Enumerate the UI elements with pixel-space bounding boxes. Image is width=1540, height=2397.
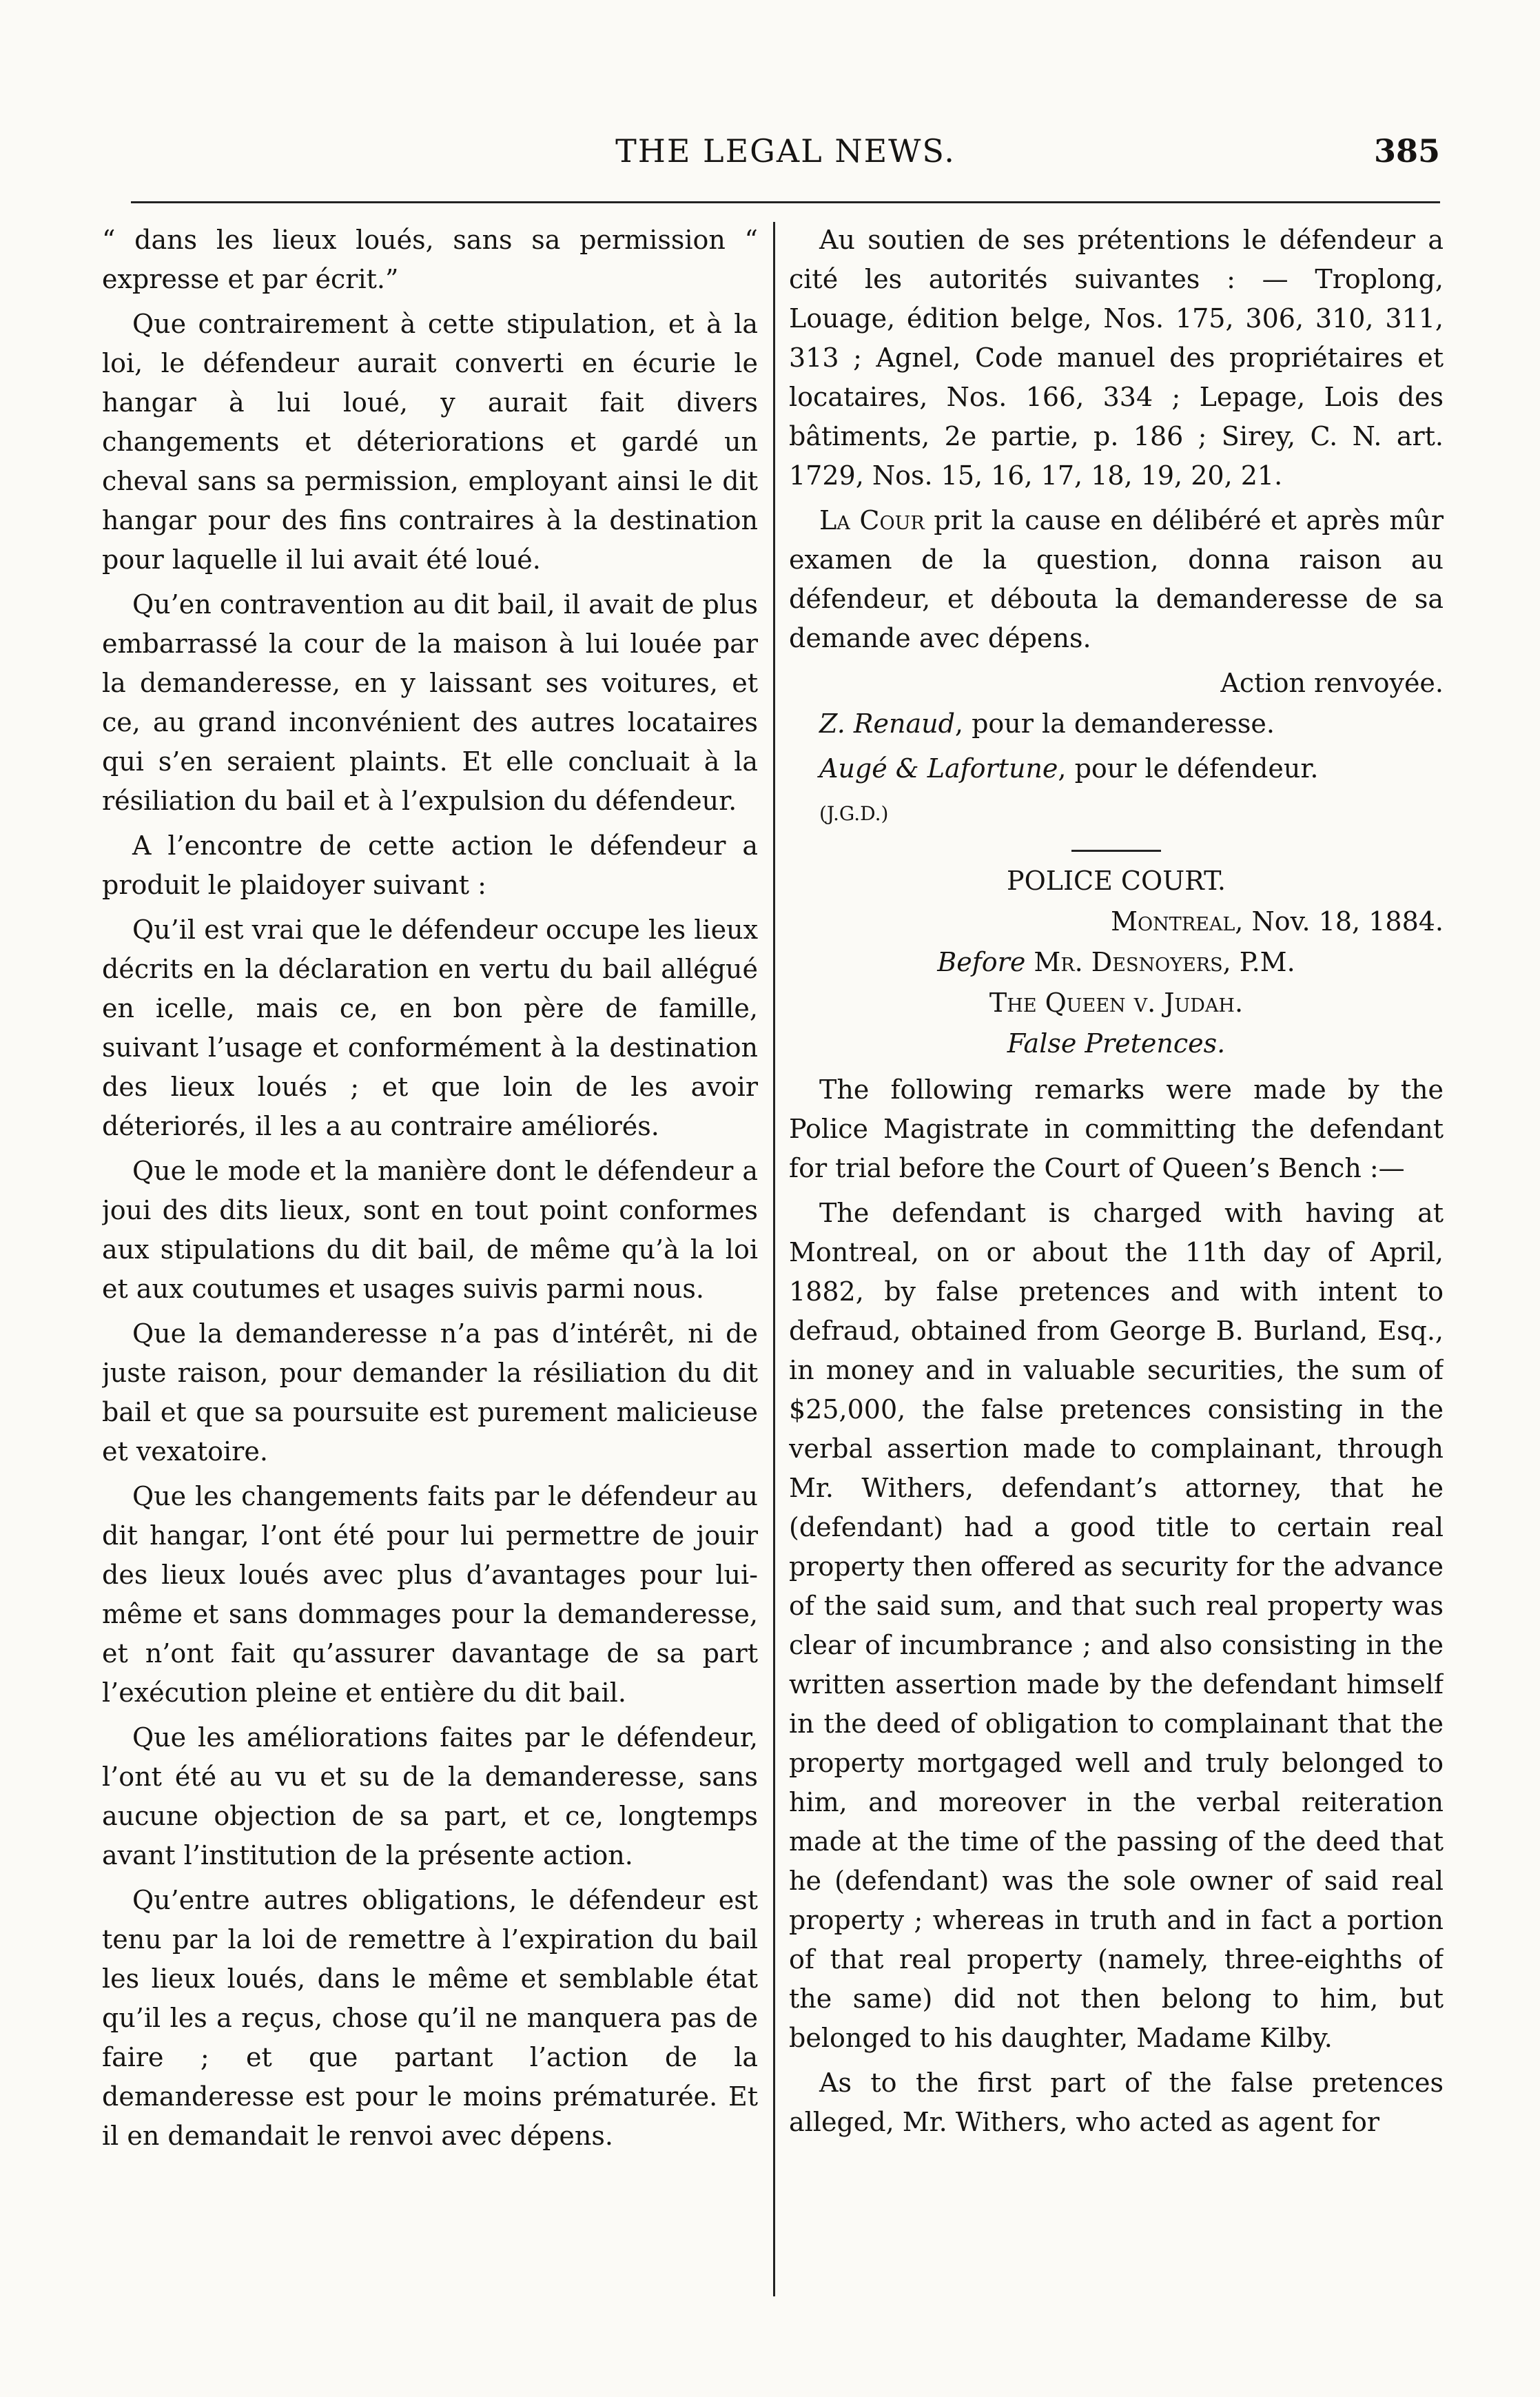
dateline	[789, 902, 1444, 941]
paragraph: Que les améliorations faites par le défendeur, l’ont été au vu et su de la demanderesse, sans aucune objection de sa part, et ce, longtemps avant l’institution de la présente action.	[102, 1722, 758, 1870]
result-line: Action renvoyée.	[1220, 668, 1444, 698]
case-title: The Queen v. Judah.	[989, 988, 1244, 1018]
case-subject: False Pretences.	[1007, 1028, 1226, 1059]
paragraph: A l’encontre de cette action le défendeur a produit le plaidoyer suivant :	[102, 830, 758, 900]
section-title: POLICE COURT.	[1007, 866, 1226, 896]
running-header	[131, 123, 1440, 185]
paragraph: The defendant is charged with having at Montreal, on or about the 11th day of April, 1882, by false pretences and with intent to defraud, obtained from George B. Burland, Esq., in money and in valuable securities, the sum of $25,000, the false pretences consisting in the verbal assertion made to complainant, through Mr. Withers, defendant’s attorney, that he (defendant) had a good title to certain real property then offered as security for the advance of the said sum, and that such real property was clear of incumbrance ; and also consisting in the written assertion made by the defendant himself in the deed of obligation to complainant that the property mortgaged well and truly belonged to him, and moreover in the verbal reiteration made at the time of the passing of the deed that he (defendant) was the sole owner of said real property ; whereas in truth and in fact a portion of that real property (namely, three-eighths of the same) did not then belong to him, but belonged to his daughter, Madame Kilby.	[789, 1198, 1444, 2053]
judgment-text: prit la cause en délibéré et après mûr examen de la question, donna raison au défendeur, et débouta la demanderesse de sa demande avec dépens.	[789, 505, 1444, 653]
counsel-line	[789, 704, 1444, 744]
counsel-line	[789, 749, 1444, 788]
paragraph: The following remarks were made by the Police Magistrate in committing the defendant for trial before the Court of Queen’s Bench :—	[789, 1074, 1444, 1183]
counsel-role: , pour la demanderesse.	[954, 708, 1275, 739]
column-divider	[773, 222, 775, 2296]
paragraph: Que la demanderesse n’a pas d’intérêt, ni de juste raison, pour demander la résiliation du dit bail et que sa poursuite est purement malicieuse et vexatoire.	[102, 1318, 758, 1467]
counsel-name: Augé & Lafortune	[819, 753, 1058, 784]
paragraph: Que les changements faits par le défendeur au dit hangar, l’ont été pour lui permettre de jouir des lieux loués avec plus d’avantages pour lui-même et sans dommages pour la demanderesse, et n’ont fait qu’assurer davantage de sa part l’exécution pleine et entière du dit bail.	[102, 1481, 758, 1708]
page-number: 385	[1373, 132, 1440, 170]
paragraph: Au soutien de ses prétentions le défendeur a cité les autorités suivantes : — Troplong, Louage, édition belge, Nos. 175, 306, 310, 311, 313 ; Agnel, Code manuel des propriétaires et locataires, Nos. 166, 334 ; Lepage, Lois des bâtiments, 2e partie, p. 186 ; Sirey, C. N. art. 1729, Nos. 15, 16, 17, 18, 19, 20, 21.	[789, 225, 1444, 491]
paragraph: Qu’en contravention au dit bail, il avait de plus embarrassé la cour de la maison à lui louée par la demanderesse, en y laissant ses voitures, et ce, au grand inconvénient des autres locataires qui s’en seraient plaints. Et elle concluait à la résiliation du bail et à l’expulsion du défendeur.	[102, 589, 758, 816]
court-label: La Cour	[819, 505, 925, 536]
paragraph: Qu’entre autres obligations, le défendeur est tenu par la loi de remettre à l’expiration du bail les lieux loués, dans le même et semblable état qu’il les a reçus, chose qu’il ne manquera pas de faire ; et que partant l’action de la demanderesse est pour le moins prématurée. Et il en demandait le renvoi avec dépens.	[102, 1885, 758, 2151]
left-column	[102, 221, 758, 2316]
header-rule	[131, 201, 1440, 203]
paragraph: Que le mode et la manière dont le défendeur a joui des dits lieux, sont en tout point conformes aux stipulations du dit bail, de même qu’à la loi et aux coutumes et usages suivis parmi nous.	[102, 1156, 758, 1304]
section-divider	[1071, 850, 1161, 852]
reporter-initials: (J.G.D.)	[819, 802, 889, 825]
before-label: Before	[937, 947, 1026, 977]
paragraph: Que contrairement à cette stipulation, et à la loi, le défendeur aurait converti en écurie le hangar à lui loué, y aurait fait divers changements et déteriorations et gardé un cheval sans sa permission, employant ainsi le dit hangar pour des fins contraires à la destination pour laquelle il lui avait été loué.	[102, 309, 758, 575]
counsel-role: , pour le défendeur.	[1058, 753, 1319, 784]
paragraph: Qu’il est vrai que le défendeur occupe les lieux décrits en la déclaration en vertu du bail allégué en icelle, mais ce, en bon père de famille, suivant l’usage et conformément à la destination des lieux loués ; et que loin de les avoir déteriorés, il les a au contraire améliorés.	[102, 915, 758, 1141]
judge-line	[789, 943, 1444, 982]
dateline-place: Montreal	[1111, 906, 1235, 937]
journal-title: THE LEGAL NEWS.	[615, 132, 956, 170]
judge-name: Mr. Desnoyers, P.M.	[1025, 947, 1295, 977]
paragraph: “ dans les lieux loués, sans sa permission “ expresse et par écrit.”	[102, 225, 758, 294]
right-column	[789, 221, 1444, 2316]
judgment-paragraph	[789, 501, 1444, 658]
dateline-date: , Nov. 18, 1884.	[1235, 906, 1444, 937]
paragraph: As to the first part of the false pretences alleged, Mr. Withers, who acted as agent for	[789, 2068, 1444, 2137]
counsel-name: Z. Renaud	[819, 708, 955, 739]
